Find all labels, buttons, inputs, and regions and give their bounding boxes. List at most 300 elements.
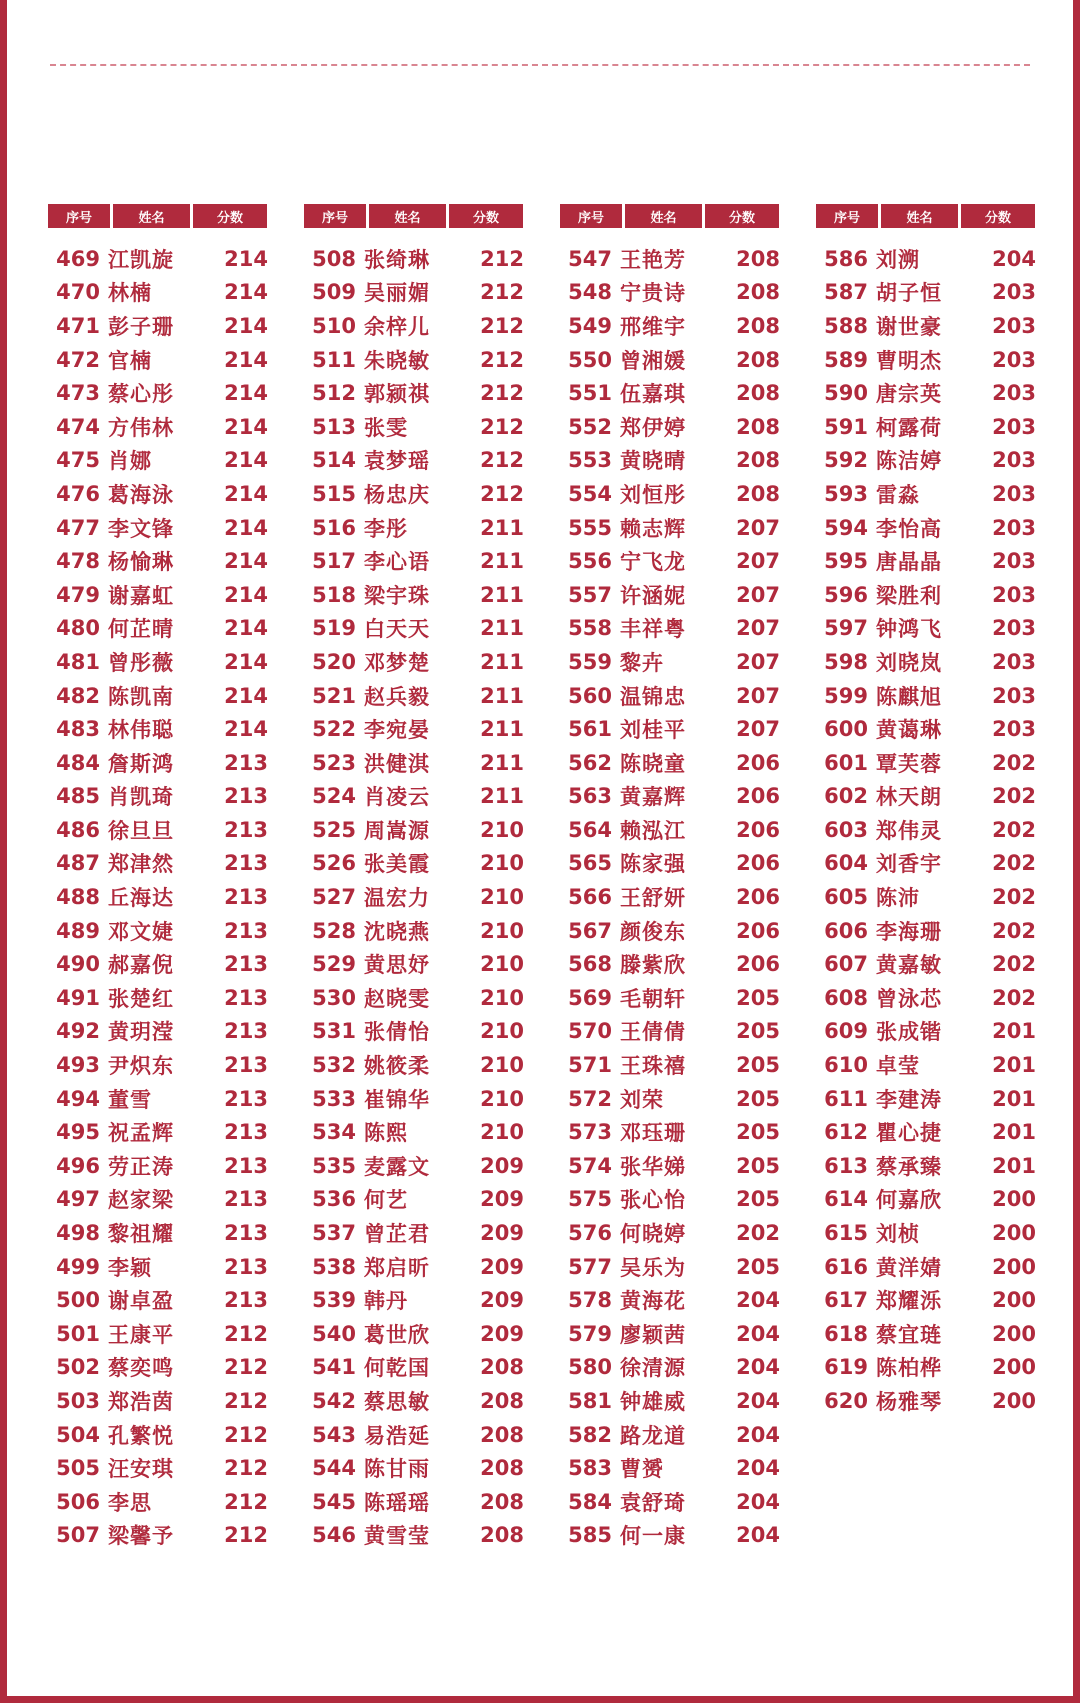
score-value: 202 <box>992 918 1036 943</box>
table-row <box>304 914 524 948</box>
score-value: 209 <box>480 1321 524 1346</box>
table-row <box>48 1216 268 1250</box>
table-row <box>560 511 780 545</box>
rank-number: 496 <box>56 1153 100 1178</box>
student-name: 董雪 <box>108 1087 152 1112</box>
score-value: 208 <box>736 280 780 305</box>
score-value: 212 <box>224 1489 268 1514</box>
table-row <box>560 813 780 847</box>
student-name: 张楚红 <box>108 986 174 1011</box>
student-name: 吴乐为 <box>620 1255 686 1280</box>
table-row <box>304 645 524 679</box>
student-name: 邓梦楚 <box>364 650 430 675</box>
score-value: 213 <box>224 1288 268 1313</box>
score-value: 208 <box>480 1355 524 1380</box>
student-name: 曾湘媛 <box>620 348 686 373</box>
header-score: 分数 <box>961 204 1035 228</box>
score-value: 214 <box>224 448 268 473</box>
table-row <box>304 1451 524 1485</box>
table-row <box>816 712 1036 746</box>
score-value: 207 <box>736 549 780 574</box>
rank-number: 584 <box>568 1489 612 1514</box>
table-row <box>304 1384 524 1418</box>
score-value: 208 <box>736 481 780 506</box>
table-row <box>48 1418 268 1452</box>
table-row <box>304 612 524 646</box>
rank-number: 518 <box>312 582 356 607</box>
table-row <box>304 578 524 612</box>
score-value: 214 <box>224 515 268 540</box>
student-name: 谢世豪 <box>876 314 942 339</box>
student-name: 郑津然 <box>108 852 174 877</box>
student-name: 陈家强 <box>620 852 686 877</box>
table-row <box>48 376 268 410</box>
student-name: 梁胜利 <box>876 583 942 608</box>
rank-number: 506 <box>56 1489 100 1514</box>
rank-number: 487 <box>56 851 100 876</box>
rank-number: 597 <box>824 616 868 641</box>
student-name: 蔡心彤 <box>108 382 174 407</box>
table-row <box>304 947 524 981</box>
dashed-divider <box>50 64 1030 66</box>
score-value: 201 <box>992 1153 1036 1178</box>
student-name: 钟鸿飞 <box>876 617 942 642</box>
score-value: 214 <box>224 246 268 271</box>
table-row <box>304 444 524 478</box>
rank-number: 572 <box>568 1086 612 1111</box>
table-row <box>816 947 1036 981</box>
header-score: 分数 <box>449 204 523 228</box>
student-name: 刘桢 <box>876 1222 920 1247</box>
score-value: 205 <box>736 1187 780 1212</box>
student-name: 刘晓岚 <box>876 650 942 675</box>
student-name: 郑浩茵 <box>108 1389 174 1414</box>
column-header <box>304 204 524 228</box>
table-row <box>304 1418 524 1452</box>
table-row <box>304 343 524 377</box>
score-value: 210 <box>480 1120 524 1145</box>
student-name: 李颖 <box>108 1255 152 1280</box>
score-value: 214 <box>224 313 268 338</box>
student-name: 曹赟 <box>620 1457 664 1482</box>
student-name: 胡子恒 <box>876 281 942 306</box>
score-value: 214 <box>224 649 268 674</box>
student-name: 谢卓盈 <box>108 1289 174 1314</box>
table-row <box>304 1485 524 1519</box>
score-value: 213 <box>224 1053 268 1078</box>
table-row <box>560 1519 780 1553</box>
table-row <box>304 1048 524 1082</box>
table-row <box>560 1351 780 1385</box>
rank-number: 544 <box>312 1456 356 1481</box>
score-value: 212 <box>224 1321 268 1346</box>
score-value: 200 <box>992 1288 1036 1313</box>
rank-number: 508 <box>312 246 356 271</box>
table-row <box>816 780 1036 814</box>
table-row <box>816 578 1036 612</box>
student-name: 李文锋 <box>108 516 174 541</box>
rank-number: 554 <box>568 481 612 506</box>
rank-number: 600 <box>824 717 868 742</box>
score-value: 213 <box>224 918 268 943</box>
score-value: 204 <box>736 1422 780 1447</box>
score-value: 211 <box>480 683 524 708</box>
student-name: 黎卉 <box>620 650 664 675</box>
table-row <box>816 645 1036 679</box>
table-row <box>48 880 268 914</box>
rank-number: 526 <box>312 851 356 876</box>
student-name: 黄海花 <box>620 1289 686 1314</box>
table-row <box>816 679 1036 713</box>
rank-number: 607 <box>824 952 868 977</box>
rank-number: 596 <box>824 582 868 607</box>
student-name: 何艺 <box>364 1188 408 1213</box>
score-value: 209 <box>480 1288 524 1313</box>
student-name: 陈柏桦 <box>876 1356 942 1381</box>
student-name: 郭颍祺 <box>364 382 430 407</box>
student-name: 刘桂平 <box>620 718 686 743</box>
score-value: 205 <box>736 1019 780 1044</box>
table-row <box>816 880 1036 914</box>
table-row <box>816 813 1036 847</box>
rank-number: 615 <box>824 1221 868 1246</box>
rank-number: 470 <box>56 280 100 305</box>
rank-number: 502 <box>56 1355 100 1380</box>
student-name: 张绮琳 <box>364 247 430 272</box>
student-name: 张华娣 <box>620 1154 686 1179</box>
student-name: 刘荣 <box>620 1087 664 1112</box>
score-value: 212 <box>480 381 524 406</box>
rank-number: 497 <box>56 1187 100 1212</box>
score-value: 206 <box>736 817 780 842</box>
rank-number: 498 <box>56 1221 100 1246</box>
rank-number: 553 <box>568 448 612 473</box>
student-name: 蔡奕鸣 <box>108 1356 174 1381</box>
rank-number: 535 <box>312 1153 356 1178</box>
rank-number: 574 <box>568 1153 612 1178</box>
table-row <box>48 612 268 646</box>
score-value: 202 <box>992 952 1036 977</box>
rank-number: 521 <box>312 683 356 708</box>
score-value: 203 <box>992 649 1036 674</box>
student-name: 黄蔼琳 <box>876 718 942 743</box>
score-value: 214 <box>224 481 268 506</box>
student-name: 王倩倩 <box>620 1020 686 1045</box>
table-row <box>816 1149 1036 1183</box>
rank-number: 523 <box>312 750 356 775</box>
rank-number: 494 <box>56 1086 100 1111</box>
rank-number: 563 <box>568 784 612 809</box>
score-value: 210 <box>480 1053 524 1078</box>
score-value: 200 <box>992 1321 1036 1346</box>
score-value: 214 <box>224 582 268 607</box>
table-row <box>560 1216 780 1250</box>
rank-number: 524 <box>312 784 356 809</box>
table-row <box>48 1485 268 1519</box>
table-row <box>304 376 524 410</box>
student-name: 宁贵诗 <box>620 281 686 306</box>
table-row <box>816 612 1036 646</box>
table-row <box>304 813 524 847</box>
rank-number: 620 <box>824 1388 868 1413</box>
score-value: 200 <box>992 1355 1036 1380</box>
student-name: 陈瑶瑶 <box>364 1490 430 1515</box>
table-row <box>560 544 780 578</box>
score-value: 203 <box>992 616 1036 641</box>
student-name: 彭子珊 <box>108 314 174 339</box>
rank-number: 482 <box>56 683 100 708</box>
rank-number: 556 <box>568 549 612 574</box>
table-row <box>560 914 780 948</box>
table-row <box>816 1082 1036 1116</box>
score-value: 209 <box>480 1153 524 1178</box>
table-row <box>304 1519 524 1553</box>
student-name: 温宏力 <box>364 886 430 911</box>
rank-number: 590 <box>824 381 868 406</box>
student-name: 邓文婕 <box>108 919 174 944</box>
table-row <box>304 1317 524 1351</box>
rank-number: 602 <box>824 784 868 809</box>
table-row <box>816 444 1036 478</box>
table-row <box>48 1149 268 1183</box>
left-border <box>0 0 7 1703</box>
table-row <box>560 880 780 914</box>
rank-number: 539 <box>312 1288 356 1313</box>
student-name: 郑耀泺 <box>876 1289 942 1314</box>
rank-number: 541 <box>312 1355 356 1380</box>
student-name: 黄洋婧 <box>876 1255 942 1280</box>
student-name: 李思 <box>108 1490 152 1515</box>
student-name: 卓莹 <box>876 1054 920 1079</box>
score-value: 210 <box>480 817 524 842</box>
score-value: 210 <box>480 952 524 977</box>
table-row <box>304 309 524 343</box>
rank-number: 515 <box>312 481 356 506</box>
table-row <box>304 1283 524 1317</box>
rank-number: 517 <box>312 549 356 574</box>
score-value: 206 <box>736 918 780 943</box>
rank-number: 573 <box>568 1120 612 1145</box>
score-value: 203 <box>992 481 1036 506</box>
student-name: 杨忠庆 <box>364 482 430 507</box>
student-name: 郑伊婷 <box>620 415 686 440</box>
student-name: 林伟聪 <box>108 718 174 743</box>
table-row <box>304 880 524 914</box>
score-value: 213 <box>224 1120 268 1145</box>
score-value: 213 <box>224 885 268 910</box>
student-name: 李心语 <box>364 550 430 575</box>
score-value: 200 <box>992 1388 1036 1413</box>
rank-number: 469 <box>56 246 100 271</box>
table-row <box>304 410 524 444</box>
rank-number: 534 <box>312 1120 356 1145</box>
rank-number: 507 <box>56 1523 100 1548</box>
table-row <box>816 1351 1036 1385</box>
score-value: 203 <box>992 347 1036 372</box>
score-value: 209 <box>480 1187 524 1212</box>
score-value: 212 <box>224 1456 268 1481</box>
rank-number: 582 <box>568 1422 612 1447</box>
rank-number: 610 <box>824 1053 868 1078</box>
score-value: 212 <box>480 246 524 271</box>
table-row <box>48 1048 268 1082</box>
rank-number: 509 <box>312 280 356 305</box>
rank-number: 585 <box>568 1523 612 1548</box>
score-value: 212 <box>480 448 524 473</box>
table-row <box>304 544 524 578</box>
score-value: 204 <box>736 1489 780 1514</box>
student-name: 白天天 <box>364 617 430 642</box>
table-row <box>560 746 780 780</box>
student-name: 李怡高 <box>876 516 942 541</box>
ranking-column-1 <box>48 204 268 1552</box>
score-value: 206 <box>736 750 780 775</box>
student-name: 林楠 <box>108 281 152 306</box>
table-row <box>816 376 1036 410</box>
table-row <box>560 343 780 377</box>
rank-number: 520 <box>312 649 356 674</box>
rank-number: 495 <box>56 1120 100 1145</box>
header-no: 序号 <box>304 204 366 228</box>
table-row <box>48 1250 268 1284</box>
score-value: 214 <box>224 347 268 372</box>
table-row <box>816 1115 1036 1149</box>
score-value: 206 <box>736 851 780 876</box>
rank-number: 545 <box>312 1489 356 1514</box>
score-value: 212 <box>480 414 524 439</box>
rank-number: 603 <box>824 817 868 842</box>
rank-number: 570 <box>568 1019 612 1044</box>
score-value: 207 <box>736 683 780 708</box>
table-row <box>48 343 268 377</box>
rank-number: 493 <box>56 1053 100 1078</box>
rank-number: 475 <box>56 448 100 473</box>
score-value: 208 <box>736 381 780 406</box>
student-name: 黄思妤 <box>364 953 430 978</box>
rank-number: 519 <box>312 616 356 641</box>
student-name: 何芷晴 <box>108 617 174 642</box>
student-name: 钟雄威 <box>620 1389 686 1414</box>
score-value: 208 <box>736 448 780 473</box>
student-name: 陈晓童 <box>620 751 686 776</box>
score-value: 202 <box>736 1221 780 1246</box>
student-name: 易浩延 <box>364 1423 430 1448</box>
student-name: 葛海泳 <box>108 482 174 507</box>
score-value: 212 <box>480 313 524 338</box>
rank-number: 587 <box>824 280 868 305</box>
student-name: 何一康 <box>620 1524 686 1549</box>
rank-number: 589 <box>824 347 868 372</box>
table-row <box>816 1283 1036 1317</box>
table-row <box>48 746 268 780</box>
score-value: 206 <box>736 885 780 910</box>
student-name: 黄嘉辉 <box>620 785 686 810</box>
student-name: 何乾国 <box>364 1356 430 1381</box>
student-name: 姚筱柔 <box>364 1054 430 1079</box>
score-value: 212 <box>480 347 524 372</box>
score-value: 213 <box>224 952 268 977</box>
student-name: 蔡思敏 <box>364 1389 430 1414</box>
rank-number: 510 <box>312 313 356 338</box>
score-value: 204 <box>736 1388 780 1413</box>
rank-number: 617 <box>824 1288 868 1313</box>
rank-number: 593 <box>824 481 868 506</box>
table-row <box>48 1519 268 1553</box>
rank-number: 611 <box>824 1086 868 1111</box>
column-header <box>816 204 1036 228</box>
rank-number: 616 <box>824 1254 868 1279</box>
score-value: 203 <box>992 381 1036 406</box>
score-value: 213 <box>224 1221 268 1246</box>
student-name: 曾芷君 <box>364 1222 430 1247</box>
table-row <box>816 242 1036 276</box>
rank-number: 473 <box>56 381 100 406</box>
table-row <box>48 1082 268 1116</box>
score-value: 211 <box>480 616 524 641</box>
student-name: 葛世欣 <box>364 1322 430 1347</box>
student-name: 陈熙 <box>364 1121 408 1146</box>
table-row <box>560 1384 780 1418</box>
student-name: 徐旦旦 <box>108 818 174 843</box>
table-row <box>560 276 780 310</box>
rank-number: 558 <box>568 616 612 641</box>
rank-number: 536 <box>312 1187 356 1212</box>
rank-number: 476 <box>56 481 100 506</box>
rank-number: 483 <box>56 717 100 742</box>
student-name: 刘溯 <box>876 247 920 272</box>
rank-number: 601 <box>824 750 868 775</box>
student-name: 江凯旋 <box>108 247 174 272</box>
table-row <box>560 981 780 1015</box>
rank-number: 500 <box>56 1288 100 1313</box>
rank-number: 492 <box>56 1019 100 1044</box>
score-value: 203 <box>992 582 1036 607</box>
score-value: 214 <box>224 414 268 439</box>
score-value: 204 <box>736 1523 780 1548</box>
rank-number: 514 <box>312 448 356 473</box>
table-row <box>560 1418 780 1452</box>
student-name: 温锦忠 <box>620 684 686 709</box>
score-value: 212 <box>480 280 524 305</box>
table-row <box>560 1048 780 1082</box>
student-name: 蔡承臻 <box>876 1154 942 1179</box>
rank-number: 562 <box>568 750 612 775</box>
table-row <box>560 1115 780 1149</box>
score-value: 213 <box>224 817 268 842</box>
score-value: 203 <box>992 448 1036 473</box>
score-value: 203 <box>992 515 1036 540</box>
score-value: 208 <box>480 1489 524 1514</box>
student-name: 邓珏珊 <box>620 1121 686 1146</box>
score-value: 205 <box>736 1086 780 1111</box>
student-name: 吴丽媚 <box>364 281 430 306</box>
rank-number: 567 <box>568 918 612 943</box>
table-row <box>816 511 1036 545</box>
score-value: 208 <box>736 246 780 271</box>
score-value: 211 <box>480 549 524 574</box>
table-row <box>48 1115 268 1149</box>
rank-number: 489 <box>56 918 100 943</box>
header-name: 姓名 <box>881 204 958 228</box>
student-name: 雷淼 <box>876 482 920 507</box>
table-row <box>560 410 780 444</box>
rank-number: 484 <box>56 750 100 775</box>
student-name: 滕紫欣 <box>620 953 686 978</box>
table-row <box>816 477 1036 511</box>
score-value: 200 <box>992 1221 1036 1246</box>
student-name: 王康平 <box>108 1322 174 1347</box>
table-row <box>816 1015 1036 1049</box>
